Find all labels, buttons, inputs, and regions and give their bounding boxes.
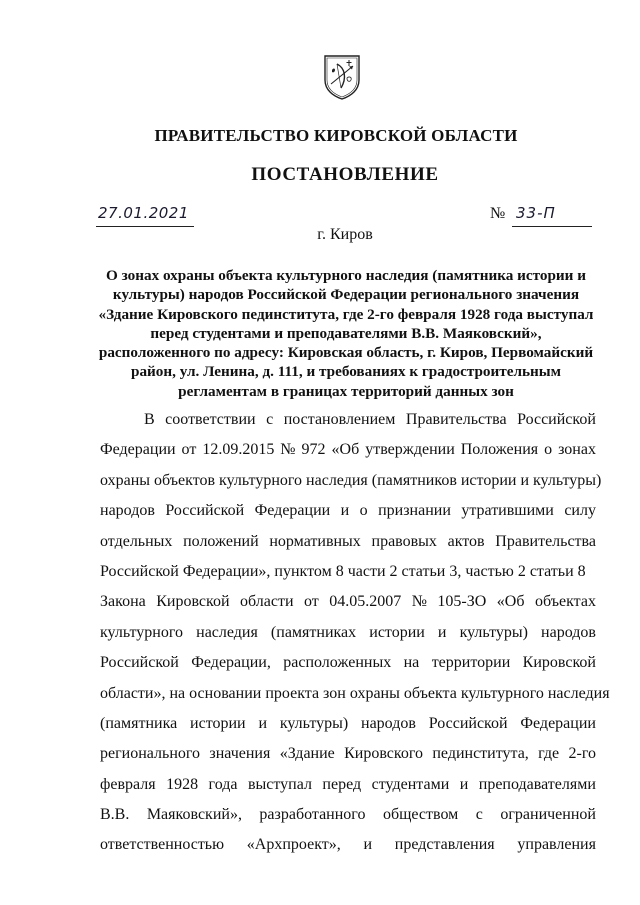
body-word: и bbox=[363, 836, 373, 854]
body-word: Правительства bbox=[405, 411, 507, 428]
document-heading bbox=[96, 266, 596, 401]
body-word: культурного bbox=[100, 623, 184, 641]
body-word: народов bbox=[100, 502, 155, 520]
body-word: В bbox=[144, 411, 155, 428]
body-word: преподавателями bbox=[478, 775, 596, 793]
body-word: (памятниках bbox=[270, 623, 357, 641]
heading-line: район, ул. Ленина, д. 111, и требованиях к градостроительным bbox=[131, 363, 561, 381]
body-word: о bbox=[544, 441, 553, 459]
body-word: утратившими bbox=[461, 502, 554, 520]
body-word: 1928 bbox=[166, 775, 199, 793]
body-word: территории bbox=[431, 654, 511, 672]
body-word: объектах bbox=[534, 593, 596, 611]
body-word: В.В. bbox=[100, 806, 130, 824]
document-date: 27.01.2021 bbox=[98, 204, 189, 222]
body-line bbox=[100, 709, 596, 739]
body-word: и bbox=[258, 714, 267, 732]
heading-line: культуры) народов Российской Федерации регионального значения bbox=[112, 286, 580, 304]
body-word: народов bbox=[541, 623, 596, 641]
body-word: с bbox=[266, 411, 274, 428]
body-word: о bbox=[359, 502, 368, 520]
body-word: Кировской bbox=[156, 593, 230, 611]
body-word: соответствии bbox=[165, 411, 256, 428]
body-line bbox=[100, 770, 596, 800]
body-line bbox=[100, 435, 596, 465]
body-word: зонах bbox=[558, 441, 596, 459]
body-word: области bbox=[240, 593, 294, 611]
body-line bbox=[100, 466, 602, 496]
body-line bbox=[100, 739, 596, 769]
heading-line: регламентам в границах территорий данных зон bbox=[178, 382, 514, 400]
body-word: утверждении bbox=[365, 441, 455, 459]
body-word: с bbox=[475, 806, 483, 824]
body-line bbox=[100, 648, 596, 678]
body-word: «Здание bbox=[279, 745, 335, 763]
body-word: Федерации bbox=[254, 502, 331, 520]
body-line bbox=[100, 618, 596, 648]
body-word: положений bbox=[183, 532, 259, 550]
body-word: февраля bbox=[100, 775, 156, 793]
body-word: управления bbox=[517, 836, 596, 854]
body-word: № bbox=[411, 593, 427, 611]
body-word: и bbox=[340, 502, 350, 520]
body-word: нормативных bbox=[269, 532, 361, 550]
body-word: Российской bbox=[517, 411, 596, 428]
kirov-region-coat-of-arms-icon bbox=[323, 54, 361, 100]
body-word: ограниченной bbox=[500, 806, 596, 824]
body-word: 12.09.2015 bbox=[202, 441, 275, 459]
body-word: года bbox=[208, 775, 238, 793]
heading-line: расположенного по адресу: Кировская область, г. Киров, Первомайский bbox=[98, 344, 594, 362]
body-word: Закона bbox=[100, 593, 146, 611]
body-word: 972 bbox=[301, 441, 326, 459]
body-word: силу bbox=[564, 502, 596, 520]
issue-city: г. Киров bbox=[317, 226, 373, 243]
body-word: отдельных bbox=[100, 532, 173, 550]
body-word: перед bbox=[322, 775, 362, 793]
body-word: ответственностью bbox=[100, 836, 225, 854]
body-word: признании bbox=[378, 502, 451, 520]
body-word: актов bbox=[447, 532, 485, 550]
body-word: (памятника bbox=[100, 714, 178, 732]
body-word: выступал bbox=[247, 775, 312, 793]
body-word: разработанного bbox=[259, 806, 366, 824]
body-word: правовых bbox=[371, 532, 437, 550]
body-word: пединститута, bbox=[432, 745, 529, 763]
body-word: значения bbox=[209, 745, 271, 763]
body-word: расположенных bbox=[283, 654, 392, 672]
heading-line: перед студентами и преподавателями В.В. Маяковский», bbox=[150, 324, 542, 342]
body-word: обществом bbox=[382, 806, 459, 824]
body-word: истории bbox=[190, 714, 246, 732]
body-word: Кировского bbox=[344, 745, 424, 763]
heading-line: «Здание Кировского пединститута, где 2-го февраля 1928 года выступал bbox=[98, 305, 594, 323]
body-word: Российской Федерации», пунктом 8 части 2 статьи 3, частью 2 статьи 8 bbox=[100, 562, 586, 580]
body-word: № bbox=[280, 441, 296, 459]
body-word: Российской bbox=[100, 654, 179, 672]
body-word: Положения bbox=[460, 441, 539, 459]
body-word: Российской bbox=[165, 502, 245, 520]
issuing-authority-title: ПРАВИТЕЛЬСТВО КИРОВСКОЙ ОБЛАСТИ bbox=[154, 126, 518, 145]
body-word: и bbox=[437, 623, 447, 641]
body-word: истории bbox=[369, 623, 425, 641]
body-word: культуры) bbox=[279, 714, 349, 732]
body-word: от bbox=[303, 593, 319, 611]
number-sign: № bbox=[490, 205, 506, 222]
body-word: от bbox=[181, 441, 197, 459]
body-word: Федерации, bbox=[191, 654, 271, 672]
body-line bbox=[100, 527, 596, 557]
document-number-field bbox=[512, 204, 592, 227]
body-word: 04.05.2007 bbox=[329, 593, 402, 611]
document-body bbox=[100, 405, 610, 861]
body-word: наследия bbox=[196, 623, 258, 641]
document-number: 33-П bbox=[516, 204, 556, 222]
body-word: «Об bbox=[331, 441, 360, 459]
body-line bbox=[100, 557, 596, 587]
body-word: 105-ЗО bbox=[437, 593, 487, 611]
body-word: охраны объектов культурного наследия (памятников истории и культуры) bbox=[100, 471, 602, 489]
body-line bbox=[100, 587, 596, 617]
body-word: на bbox=[403, 654, 420, 672]
body-line bbox=[100, 405, 596, 435]
heading-line: О зонах охраны объекта культурного наследия (памятника истории и bbox=[106, 267, 586, 284]
body-word: «Архпроект», bbox=[246, 836, 341, 854]
body-word: Кировской bbox=[522, 654, 596, 672]
body-word: регионального bbox=[100, 745, 201, 763]
body-word: культуры) bbox=[459, 623, 528, 641]
body-word: 2-го bbox=[568, 745, 596, 763]
body-word: Федерации bbox=[520, 714, 596, 732]
body-word: представления bbox=[394, 836, 495, 854]
body-word: Российской bbox=[428, 714, 508, 732]
body-line bbox=[100, 496, 596, 526]
body-word: Федерации bbox=[100, 441, 176, 459]
body-word: области», на основании проекта зон охраны объекта культурного наследия bbox=[100, 684, 610, 702]
body-word: постановлением bbox=[283, 411, 396, 428]
coat-of-arms-emblem bbox=[323, 54, 361, 100]
body-word: Маяковский», bbox=[146, 806, 242, 824]
body-word: и bbox=[459, 775, 469, 793]
body-line bbox=[100, 830, 596, 860]
body-line bbox=[100, 679, 610, 709]
body-word: студентами bbox=[371, 775, 450, 793]
body-line bbox=[100, 800, 596, 830]
body-word: народов bbox=[361, 714, 416, 732]
body-word: «Об bbox=[496, 593, 525, 611]
body-word: где bbox=[538, 745, 560, 763]
body-word: Правительства bbox=[495, 532, 596, 550]
document-date-field bbox=[96, 204, 194, 227]
document-type-title: ПОСТАНОВЛЕНИЕ bbox=[251, 164, 439, 185]
